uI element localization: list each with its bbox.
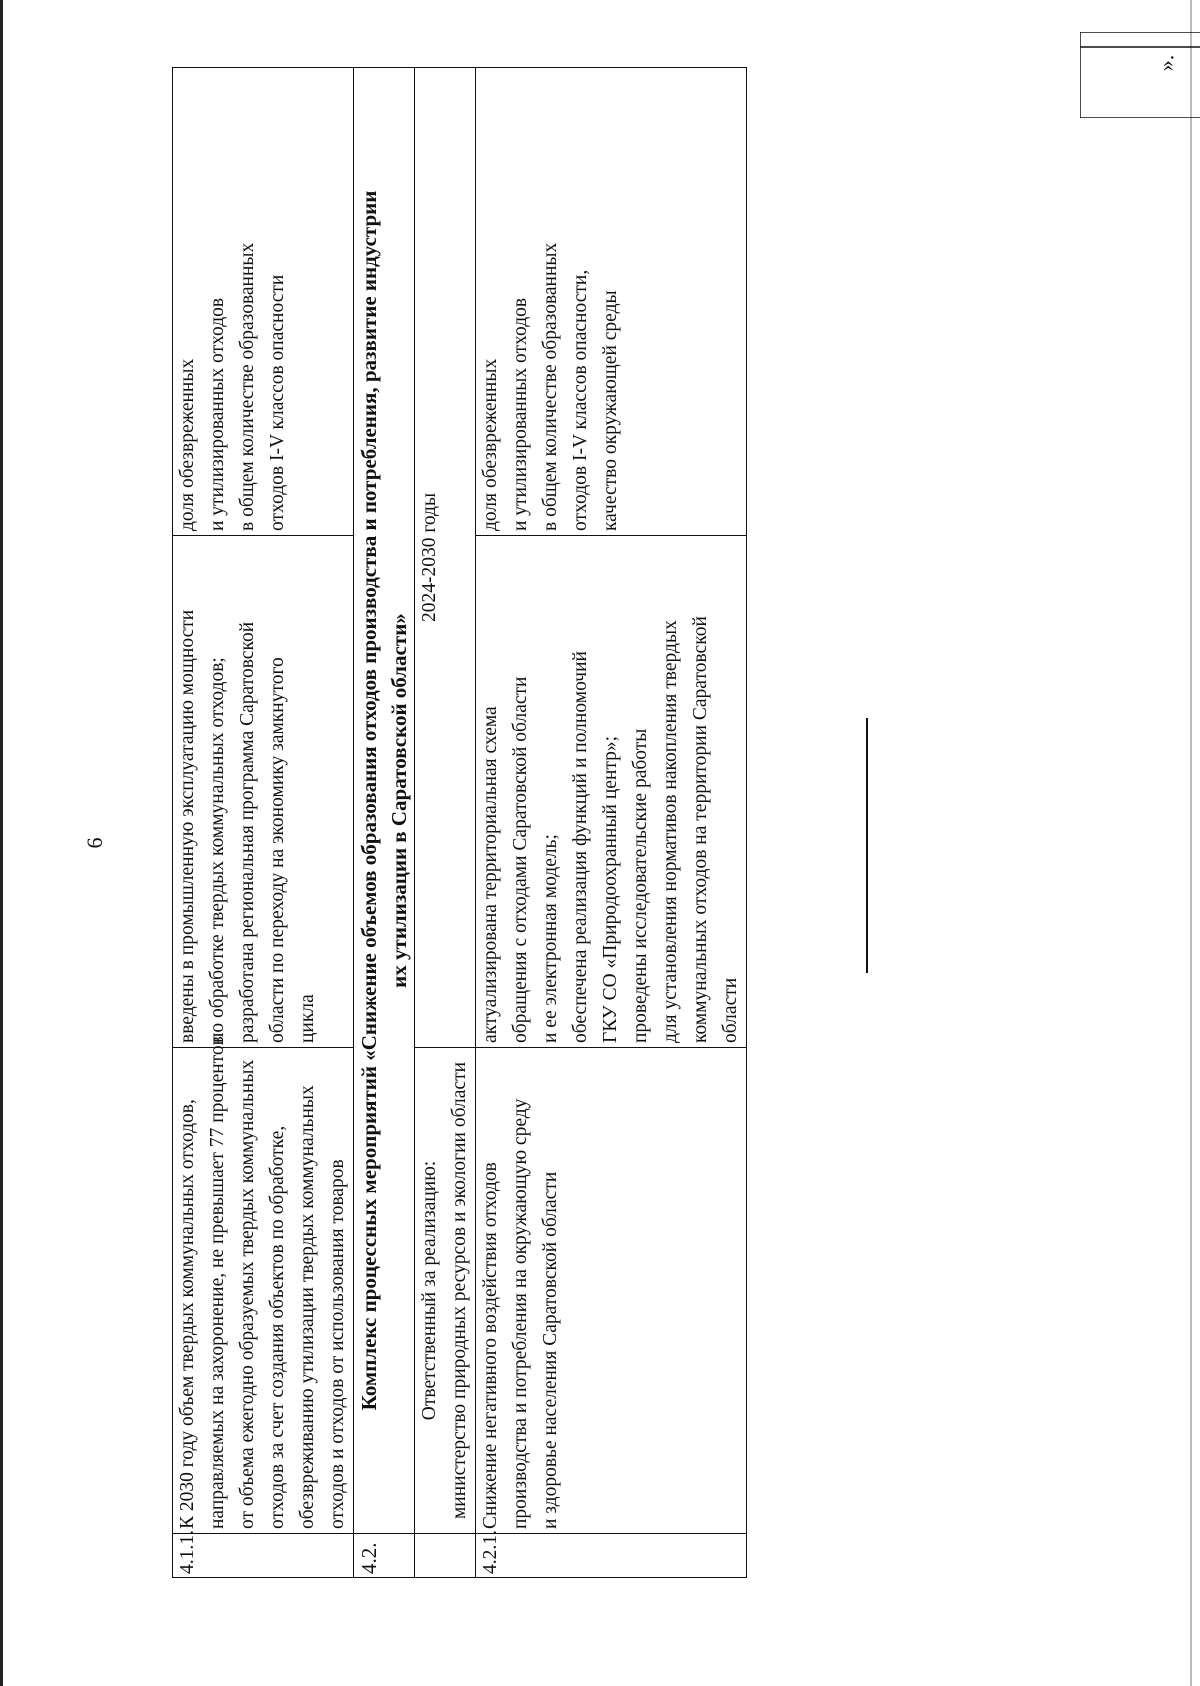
result-line: по обработке твердых коммунальных отходов; [207, 657, 228, 1043]
results-cell [476, 536, 747, 1048]
rotated-table [172, 68, 747, 1578]
result-line: и ее электронная модель; [540, 834, 561, 1043]
results-cell [173, 536, 354, 1048]
closing-mark: ». [1153, 54, 1179, 72]
responsible-cell [415, 1048, 476, 1534]
result-line: введены в промышленную эксплуатацию мощности [177, 609, 198, 1043]
result-line: для установления нормативов накопления твердых [660, 620, 681, 1043]
task-line: обезвреживанию утилизации твердых коммунальных [297, 1085, 318, 1529]
result-line: актуализирована территориальная схема [480, 706, 501, 1043]
table-row-4-2-1 [476, 68, 747, 1578]
responsible-value: министерство природных ресурсов и экологии области [449, 1061, 470, 1520]
result-line: проведены исследовательские работы [630, 728, 651, 1043]
indicator-line: и утилизированных отходов [510, 297, 531, 531]
task-line: и здоровье населения Саратовской области [540, 1171, 561, 1529]
indicator-line: отходов I-V классов опасности [267, 274, 288, 531]
table-row-responsible [415, 68, 476, 1578]
scan-edge-right [1190, 0, 1192, 1686]
indicator-line: отходов I-V классов опасности, [570, 269, 591, 531]
task-cell [173, 1036, 354, 1534]
result-line: обеспечена реализация функций и полномочий [570, 651, 591, 1043]
table-row-4-2 [354, 68, 415, 1578]
section-title [354, 68, 415, 1534]
period-value: 2024-2030 годы [419, 492, 440, 623]
indicator-line: качество окружающей среды [600, 290, 621, 531]
result-line: коммунальных отходов на территории Саратовской [690, 616, 711, 1043]
table-row-4-1-1 [173, 68, 354, 1578]
result-line: обращения с отходами Саратовской области [510, 676, 531, 1043]
indicator-line: и утилизированных отходов [207, 297, 228, 531]
task-cell [476, 1048, 747, 1534]
task-line: направляемых на захоронение, не превышает 77 процентов [207, 1036, 228, 1529]
indicator-line: доля обезвреженных [480, 358, 501, 531]
task-line: отходов и отходов от использования товаров [327, 1159, 348, 1529]
row-number: 4.1.1. [173, 1534, 354, 1578]
signature-line [866, 718, 868, 973]
section-title-line: их утилизации в Саратовской области» [387, 613, 411, 988]
task-line: производства и потребления на окружающую среду [510, 1098, 531, 1529]
row-number: 4.2.1. [476, 1534, 747, 1578]
responsible-label: Ответственный за реализацию: [419, 1160, 440, 1421]
scan-edge [0, 0, 3, 1686]
task-line: Снижение негативного воздействия отходов [480, 1162, 501, 1529]
events-table [172, 67, 747, 1578]
period-cell [415, 68, 476, 1048]
section-title-line: Комплекс процессных мероприятий «Снижение объемов образования отходов производства и потребления, развитие индустрии [357, 190, 381, 1411]
result-line: ГКУ СО «Природоохранный центр»; [600, 735, 621, 1043]
result-line: разработана региональная программа Саратовской [237, 621, 258, 1043]
indicators-cell [476, 68, 747, 536]
indicators-cell [173, 68, 354, 536]
task-line: К 2030 году объем твердых коммунальных отходов, [177, 1099, 198, 1529]
indicator-line: в общем количестве образованных [540, 242, 561, 531]
task-line: отходов за счет создания объектов по обработке, [267, 1125, 288, 1529]
empty-cell [415, 1534, 476, 1578]
indicator-line: в общем количестве образованных [237, 242, 258, 531]
indicator-line: доля обезвреженных [177, 358, 198, 531]
result-line: области по переходу на экономику замкнутого [267, 657, 288, 1043]
page-number: 6 [82, 837, 107, 849]
result-line: цикла [297, 994, 318, 1043]
result-line: области [720, 977, 741, 1043]
continuation-box [1080, 32, 1200, 118]
section-number: 4.2. [354, 1534, 415, 1578]
task-line: от объема ежегодно образуемых твердых коммунальных [237, 1059, 258, 1529]
